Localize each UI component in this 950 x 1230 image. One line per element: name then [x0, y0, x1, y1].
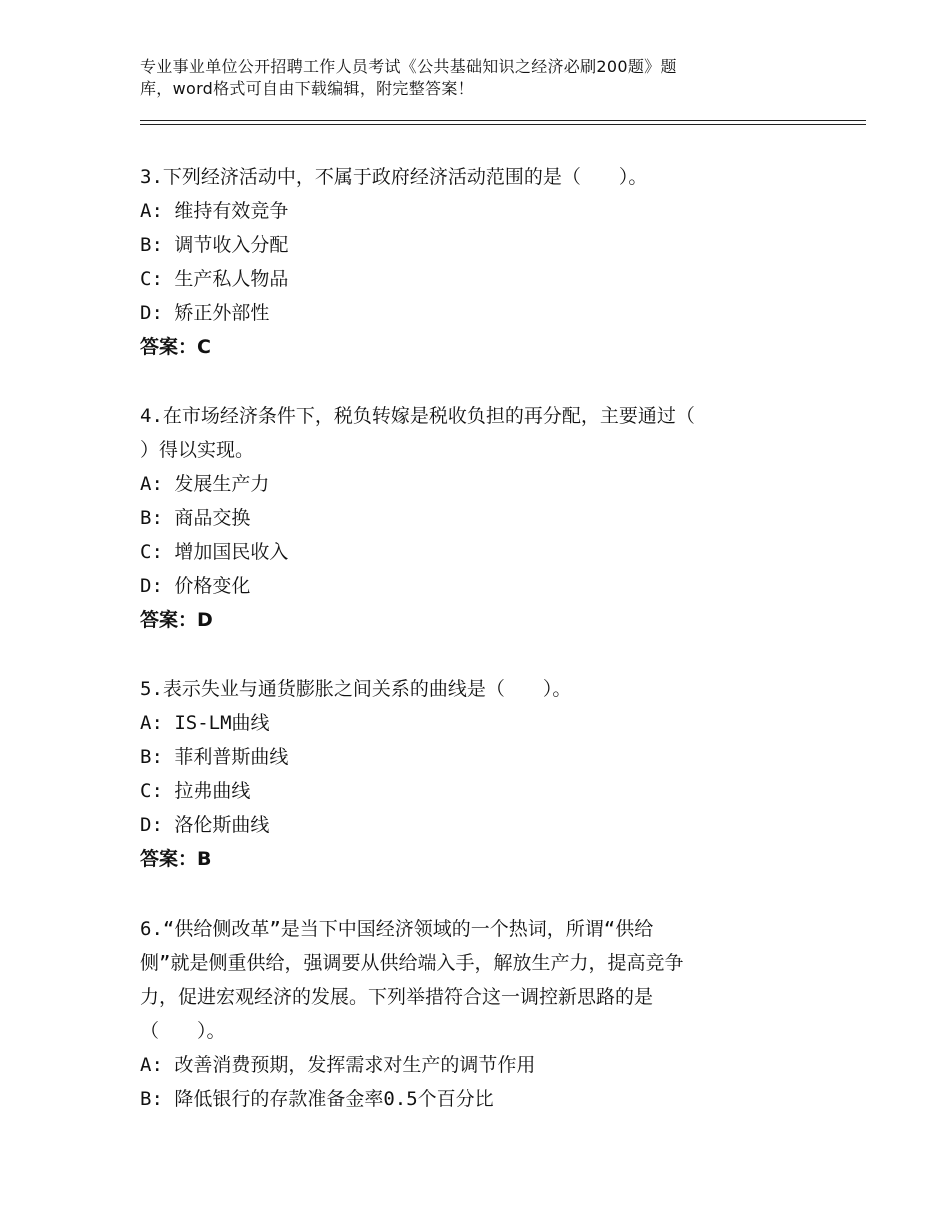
option-a: A: IS-LM曲线: [140, 712, 270, 734]
option-b: B: 降低银行的存款准备金率0.5个百分比: [140, 1088, 494, 1110]
question-stem: 5.表示失业与通货膨胀之间关系的曲线是（ ）。: [140, 678, 572, 700]
answer: 答案：B: [140, 848, 212, 870]
question-stem-line-3: 力，促进宏观经济的发展。下列举措符合这一调控新思路的是: [140, 986, 654, 1008]
option-d: D: 价格变化: [140, 575, 251, 597]
header-rule-bottom: [140, 124, 866, 125]
question-5: [140, 672, 780, 876]
question-3: [140, 160, 780, 364]
question-stem: 3.下列经济活动中，不属于政府经济活动范围的是（ ）。: [140, 166, 648, 188]
option-b: B: 商品交换: [140, 507, 251, 529]
option-a: A: 维持有效竞争: [140, 200, 289, 222]
option-b: B: 调节收入分配: [140, 234, 289, 256]
document-header: [140, 56, 780, 100]
option-c: C: 拉弗曲线: [140, 780, 251, 802]
option-a: A: 改善消费预期，发挥需求对生产的调节作用: [140, 1054, 536, 1076]
option-d: D: 洛伦斯曲线: [140, 814, 270, 836]
question-stem-line-1: 6.“供给侧改革”是当下中国经济领域的一个热词，所谓“供给: [140, 918, 654, 940]
question-stem-line-4: （ ）。: [140, 1020, 226, 1042]
question-stem-line-2: 侧”就是侧重供给，强调要从供给端入手，解放生产力，提高竞争: [140, 952, 684, 974]
question-4: [140, 399, 780, 637]
header-rule-top: [140, 120, 866, 121]
option-a: A: 发展生产力: [140, 473, 270, 495]
header-title-line-1: 专业事业单位公开招聘工作人员考试《公共基础知识之经济必刷200题》题: [140, 57, 677, 76]
question-stem-line-2: ）得以实现。: [140, 439, 255, 461]
question-6: [140, 912, 780, 1116]
option-b: B: 菲利普斯曲线: [140, 746, 289, 768]
option-c: C: 生产私人物品: [140, 268, 289, 290]
question-stem-line-1: 4.在市场经济条件下，税负转嫁是税收负担的再分配，主要通过（: [140, 405, 695, 427]
option-d: D: 矫正外部性: [140, 302, 270, 324]
answer: 答案：C: [140, 336, 211, 358]
answer: 答案：D: [140, 609, 213, 631]
option-c: C: 增加国民收入: [140, 541, 289, 563]
header-title-line-2: 库，word格式可自由下载编辑，附完整答案！: [140, 79, 474, 98]
